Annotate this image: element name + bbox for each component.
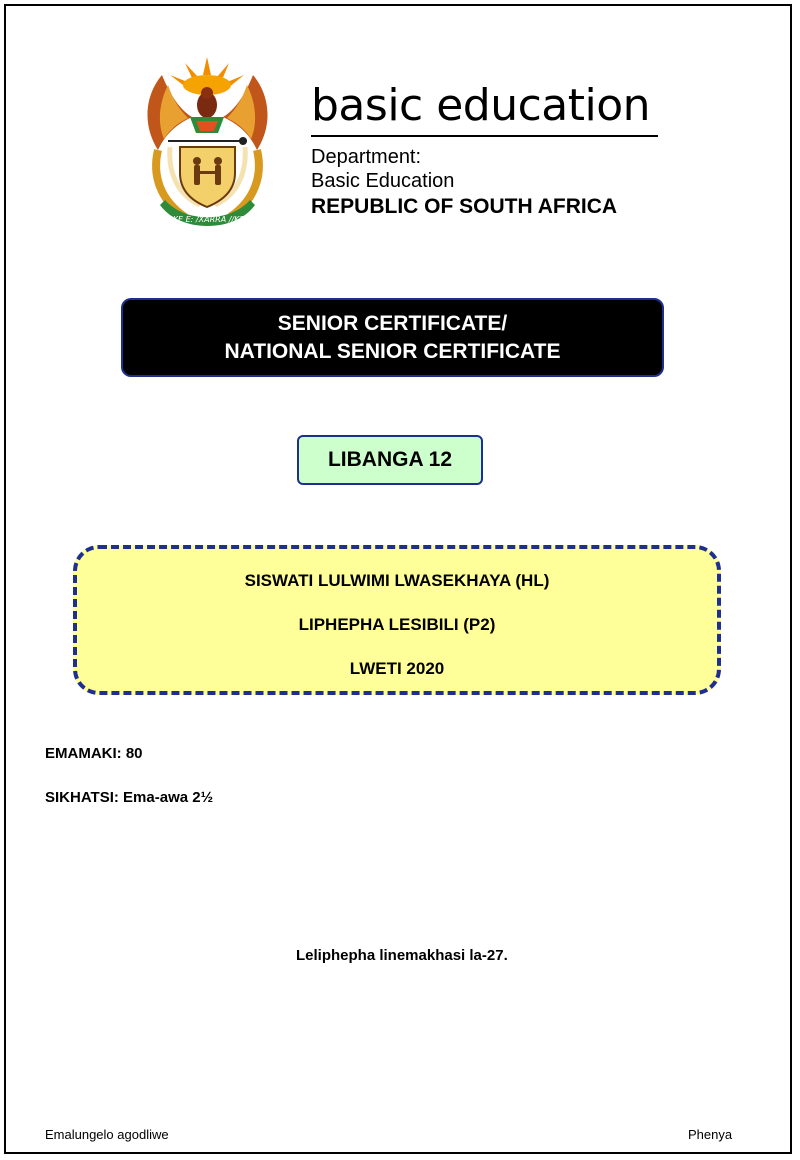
department-name: Basic Education xyxy=(311,170,455,192)
certificate-line-1: SENIOR CERTIFICATE/ xyxy=(277,311,508,335)
grade-label: LIBANGA 12 xyxy=(327,448,453,471)
certificate-line-2: NATIONAL SENIOR CERTIFICATE xyxy=(224,339,561,363)
exam-session: LWETI 2020 xyxy=(349,659,445,678)
country-name: REPUBLIC OF SOUTH AFRICA xyxy=(311,195,618,218)
paper-number: LIPHEPHA LESIBILI (P2) xyxy=(298,615,496,634)
subject-title: SISWATI LULWIMI LWASEKHAYA (HL) xyxy=(244,571,550,590)
department-label: Department: xyxy=(311,146,422,168)
marks-info: EMAMAKI: 80 xyxy=(45,745,143,762)
brand-underline xyxy=(311,135,658,137)
subject-panel xyxy=(73,545,721,695)
page-count-note: Leliphepha linemakhasi la-27. xyxy=(296,947,508,964)
copyright-notice: Emalungelo agodliwe xyxy=(45,1127,169,1142)
coat-of-arms-icon xyxy=(140,55,275,235)
time-info: SIKHATSI: Ema-awa 2½ xyxy=(45,789,214,806)
brand-title: basic education xyxy=(311,80,651,131)
certificate-banner xyxy=(121,298,664,377)
svg-text:!KE E: /XARRA //KE: !KE E: /XARRA //KE xyxy=(169,215,245,224)
turn-over-note: Phenya xyxy=(688,1127,733,1142)
grade-badge xyxy=(297,435,483,485)
